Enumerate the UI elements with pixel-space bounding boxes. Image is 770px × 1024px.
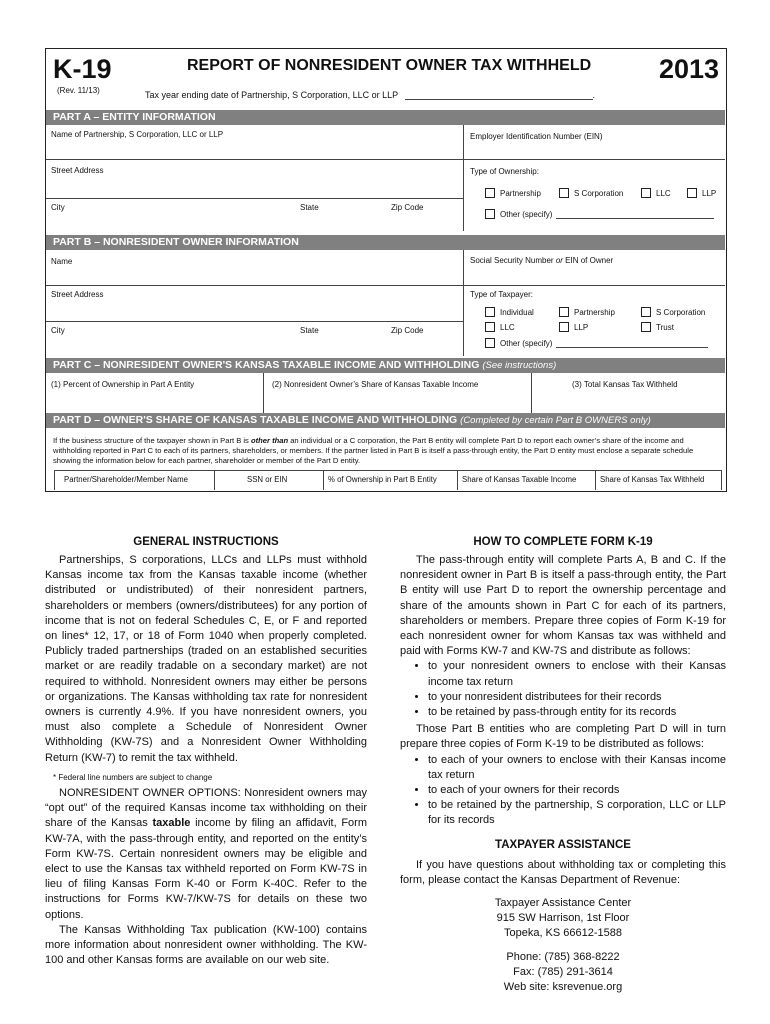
assistance-paragraph: If you have questions about withholding tax or completing this form, please contact the Kansas Department of Revenue: xyxy=(400,858,726,886)
checkbox-icon xyxy=(485,188,495,198)
divider xyxy=(463,125,464,231)
divider xyxy=(54,470,721,471)
divider xyxy=(46,285,725,286)
general-instructions-heading: GENERAL INSTRUCTIONS xyxy=(133,536,279,548)
checkbox-icon xyxy=(641,307,651,317)
taxpayer-other-field[interactable] xyxy=(556,338,708,348)
city-state-zip: Topeka, KS 66612-1588 xyxy=(503,927,623,940)
taxpayer-assistance-heading: TAXPAYER ASSISTANCE xyxy=(495,838,631,851)
divider xyxy=(46,198,463,199)
divider xyxy=(323,470,324,490)
part-d-note: If the business structure of the taxpayer shown in Part B is other than an individual or a C corporation, the Part B entity will complete Part D to report each owner’s share of the income and withholding reported in Part C to each of its partners, shareholders, or members. If the partner listed in Part B is itself a pass-through entity, the Part D entity must enclose a separate schedule showing the information below for each partner, shareholder or member of the Part D entity. xyxy=(53,436,694,465)
ownership-llc-checkbox[interactable]: LLC xyxy=(641,188,671,198)
divider xyxy=(595,470,596,490)
form-number: K-19 xyxy=(53,54,112,84)
part-a-header: PART A – ENTITY INFORMATION xyxy=(46,110,725,125)
how-to-paragraph: The pass-through entity will complete Parts A, B and C. If the nonresident owner in Part B is itself a pass-through entity, the Part B entity will use Part D to report the ownership percentage and share of the amounts shown in Part C for each of its partners, shareholders or members. Prepare three copies of Form K-19 for each nonresident owner for whom Kansas tax was withheld and paid with Forms KW-7 and KW-7S and distribute as follows: xyxy=(400,554,726,658)
checkbox-icon xyxy=(687,188,697,198)
options-paragraph: NONRESIDENT OWNER OPTIONS: Nonresident owners may “opt out” of the required Kansas income tax withholding on their share of the Kansas taxable income by filing an affidavit, Form KW-7A, with the pass-through entity, and reported on the entity’s Form KW-7S. Certain nonresident owners may be eligible and elect to use the Kansas tax withheld reported on Form KW-7S in lieu of filing Kansas Form K-40 or Form K-40C. Refer to the instructions for Forms KW-7/KW-7S for details on these two options. xyxy=(45,787,367,921)
taxpayer-s-corp-checkbox[interactable]: S Corporation xyxy=(641,307,705,317)
taxpayer-llp-checkbox[interactable]: LLP xyxy=(559,322,588,332)
ownership-other-checkbox[interactable]: Other (specify) xyxy=(485,209,714,219)
divider xyxy=(263,373,264,413)
taxpayer-llc-checkbox[interactable]: LLC xyxy=(485,322,515,332)
taxpayer-individual-checkbox[interactable]: Individual xyxy=(485,307,534,317)
owner-state-label: State xyxy=(300,326,319,335)
part-c-col2-label: (2) Nonresident Owner’s Share of Kansas Taxable Income xyxy=(272,380,479,389)
how-to-complete xyxy=(400,536,726,995)
contact-numbers xyxy=(400,950,726,996)
owner-city-label: City xyxy=(51,326,65,335)
checkbox-icon xyxy=(485,322,495,332)
checkbox-icon xyxy=(641,322,651,332)
taxpayer-other-checkbox[interactable]: Other (specify) xyxy=(485,338,708,348)
divider xyxy=(46,321,463,322)
taxpayer-trust-checkbox[interactable]: Trust xyxy=(641,322,674,332)
list-item: • to your nonresident owners to enclose with their Kansas income tax return xyxy=(428,659,726,689)
general-paragraph: Partnerships, S corporations, LLCs and LLPs must withhold Kansas income tax from the Kansas taxable income (whether distributed or undistributed) of their nonresident partners, shareholders or members (owners/distributees) for any portion of income that is not on federal Schedules C, E, or F and reported on lines* 12, 17, or 18 of Form 1040 when properly completed. Publicly traded partnerships (traded on an established securities market or are readily tradable on a secondary market) are not required to withhold. Nonresident owners may either be persons or organizations. The Kansas withholding tax rate for nonresident owners is currently 4.9%. If you have nonresident owners, you must also complete a Schedule of Nonresident Owner Withholding (KW-7S) and a Nonresident Owner Withholding Return (KW-7) to remit the tax withheld. xyxy=(45,554,367,764)
publication-paragraph: The Kansas Withholding Tax publication (KW-100) contains more information about nonresident owner withholding. The KW-100 and other Kansas forms are available on our web site. xyxy=(45,923,367,967)
revision-date: (Rev. 11/13) xyxy=(57,86,100,95)
checkbox-icon xyxy=(485,209,495,219)
checkbox-icon xyxy=(485,307,495,317)
ownership-other-field[interactable] xyxy=(556,209,714,219)
entity-state-label: State xyxy=(300,203,319,212)
general-instructions xyxy=(45,536,367,968)
part-d-col-income: Share of Kansas Taxable Income xyxy=(462,475,577,484)
owner-street-label: Street Address xyxy=(51,290,104,299)
checkbox-icon xyxy=(641,188,651,198)
street-address: 915 SW Harrison, 1st Floor xyxy=(496,912,630,925)
part-d-paragraph: Those Part B entities who are completing Part D will in turn prepare three copies of Form K-19 to be distributed as follows: xyxy=(400,723,726,751)
fax-number: Fax: (785) 291-3614 xyxy=(513,965,613,978)
part-d-col-withheld: Share of Kansas Tax Withheld xyxy=(600,475,705,484)
list-item: • to each of your owners to enclose with their Kansas income tax return xyxy=(428,753,726,783)
part-b-header: PART B – NONRESIDENT OWNER INFORMATION xyxy=(46,235,725,250)
divider xyxy=(457,470,458,490)
checkbox-icon xyxy=(559,322,569,332)
divider xyxy=(721,470,722,490)
checkbox-icon xyxy=(559,188,569,198)
part-d-col-ssn: SSN or EIN xyxy=(247,475,288,484)
checkbox-icon xyxy=(559,307,569,317)
taxpayer-partnership-checkbox[interactable]: Partnership xyxy=(559,307,615,317)
form-title: REPORT OF NONRESIDENT OWNER TAX WITHHELD xyxy=(187,57,592,74)
part-d-header: PART D – OWNER'S SHARE OF KANSAS TAXABLE INCOME AND WITHHOLDING (Completed by certain Part B OWNERS only) xyxy=(46,413,725,428)
entity-zip-label: Zip Code xyxy=(391,203,424,212)
divider xyxy=(531,373,532,413)
divider xyxy=(54,470,55,490)
part-c-col3-label: (3) Total Kansas Tax Withheld xyxy=(572,380,678,389)
part-c-col1-label: (1) Percent of Ownership in Part A Entity xyxy=(51,380,195,389)
list-item: • to each of your owners for their records xyxy=(428,783,726,798)
owner-zip-label: Zip Code xyxy=(391,326,424,335)
list-item: • to be retained by pass-through entity for its records xyxy=(428,705,726,720)
tax-year-ending-label: Tax year ending date of Partnership, S Corporation, LLC or LLP . xyxy=(145,90,596,100)
part-d-col-ownership: % of Ownership in Part B Entity xyxy=(328,475,437,484)
owner-name-label: Name xyxy=(51,257,73,266)
ownership-partnership-checkbox[interactable]: Partnership xyxy=(485,188,541,198)
checkbox-icon xyxy=(485,338,495,348)
distribution-list xyxy=(400,753,726,829)
divider xyxy=(214,470,215,490)
entity-city-label: City xyxy=(51,203,65,212)
distribution-list xyxy=(400,659,726,720)
taxpayer-type-label: Type of Taxpayer: xyxy=(470,290,533,299)
ownership-llp-checkbox[interactable]: LLP xyxy=(687,188,716,198)
divider xyxy=(463,250,464,356)
contact-address xyxy=(400,896,726,942)
part-c-header: PART C – NONRESIDENT OWNER'S KANSAS TAXABLE INCOME AND WITHHOLDING (See instructions) xyxy=(46,358,725,373)
how-to-heading: HOW TO COMPLETE FORM K-19 xyxy=(473,536,653,548)
entity-street-label: Street Address xyxy=(51,166,104,175)
phone-number: Phone: (785) 368-8222 xyxy=(506,950,620,963)
website-link[interactable]: Web site: ksrevenue.org xyxy=(503,981,623,994)
divider xyxy=(46,159,725,160)
org-name: Taxpayer Assistance Center xyxy=(494,897,632,910)
ownership-type-label: Type of Ownership: xyxy=(470,167,539,176)
footnote: * Federal line numbers are subject to change xyxy=(53,772,213,782)
tax-year-ending-field[interactable] xyxy=(405,89,593,100)
ein-label: Employer Identification Number (EIN) xyxy=(470,132,603,141)
entity-name-label: Name of Partnership, S Corporation, LLC or LLP xyxy=(51,130,224,139)
part-d-col-name: Partner/Shareholder/Member Name xyxy=(64,475,188,484)
ownership-s-corp-checkbox[interactable]: S Corporation xyxy=(559,188,623,198)
owner-ssn-label: Social Security Number or EIN of Owner xyxy=(470,256,614,265)
tax-year: 2013 xyxy=(659,54,720,84)
list-item: • to your nonresident distributees for their records xyxy=(428,690,726,705)
list-item: • to be retained by the partnership, S corporation, LLC or LLP for its records xyxy=(428,798,726,828)
